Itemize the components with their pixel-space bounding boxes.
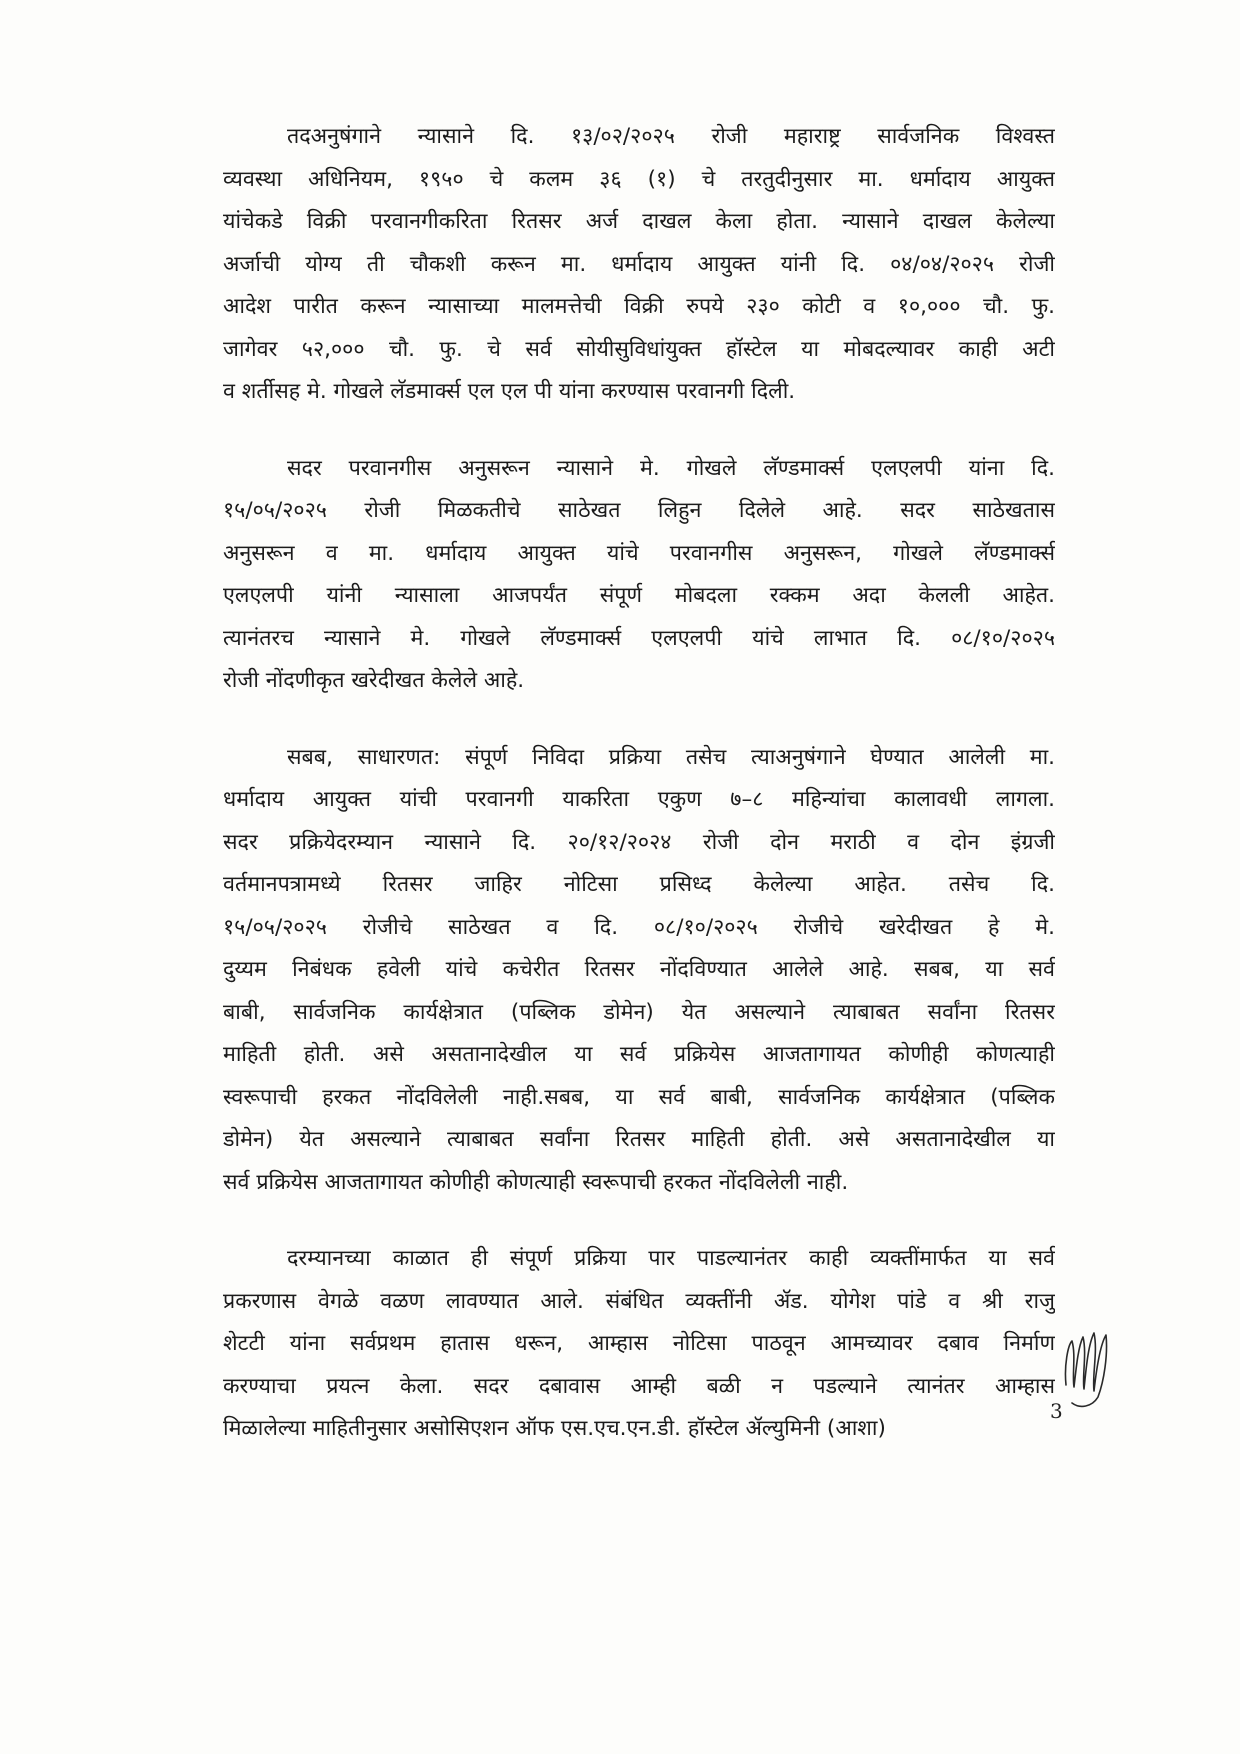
page-number: 3 xyxy=(1050,1399,1063,1423)
text-line: अर्जाची योग्य ती चौकशी करून मा. धर्मादाय आयुक्त यांनी दि. ०४/०४/२०२५ रोजी xyxy=(223,251,1055,277)
text-line: माहिती होती. असे असतानादेखील या सर्व प्रक्रियेस आजतागायत कोणीही कोणत्याही xyxy=(223,1042,1055,1067)
paragraph-1 xyxy=(223,116,1055,414)
text-line: अनुसरून व मा. धर्मादाय आयुक्त यांचे परवानगीस अनुसरून, गोखले लॅण्डमार्क्स xyxy=(223,540,1055,566)
text-line: यांचेकडे विक्री परवानगीकरिता रितसर अर्ज दाखल केला होता. न्यासाने दाखल केलेल्या xyxy=(223,209,1055,234)
text-line: व्यवस्था अधिनियम, १९५० चे कलम ३६ (१) चे तरतुदीनुसार मा. धर्मादाय आयुक्त xyxy=(223,166,1055,192)
text-line: १५/०५/२०२५ रोजी मिळकतीचे साठेखत लिहुन दिलेले आहे. सदर साठेखतास xyxy=(223,498,1055,523)
text-line: आदेश पारीत करून न्यासाच्या मालमत्तेची विक्री रुपये २३० कोटी व १०,००० चौ. फु. xyxy=(223,294,1055,319)
text-line: एलएलपी यांनी न्यासाला आजपर्यंत संपूर्ण मोबदला रक्कम अदा केलली आहेत. xyxy=(223,583,1055,608)
text-line: सबब, साधारणत: संपूर्ण निविदा प्रक्रिया तसेच त्याअनुषंगाने घेण्यात आलेली मा. xyxy=(287,744,1055,770)
body-text xyxy=(223,116,1055,1485)
text-line: स्वरूपाची हरकत नोंदविलेली नाही.सबब, या सर्व बाबी, सार्वजनिक कार्यक्षेत्रात (पब्लिक xyxy=(223,1084,1055,1110)
text-line: डोमेन) येत असल्याने त्याबाबत सर्वांना रितसर माहिती होती. असे असतानादेखील या xyxy=(223,1127,1055,1152)
text-line: रोजी नोंदणीकृत खरेदीखत केलेले आहे. xyxy=(223,668,525,693)
text-line: जागेवर ५२,००० चौ. फु. चे सर्व सोयीसुविधांयुक्त हॉस्टेल या मोबदल्यावर काही अटी xyxy=(223,336,1055,362)
handwritten-signature xyxy=(1058,1315,1118,1415)
paragraph-3 xyxy=(223,737,1055,1205)
text-line: वर्तमानपत्रामध्ये रितसर जाहिर नोटिसा प्रसिध्द केलेल्या आहेत. तसेच दि. xyxy=(223,872,1055,897)
text-line: मिळालेल्या माहितीनुसार असोसिएशन ऑफ एस.एच.एन.डी. हॉस्टेल ॲल्युमिनी (आशा) xyxy=(223,1416,886,1441)
paragraph-4 xyxy=(223,1238,1055,1451)
paragraph-2 xyxy=(223,448,1055,703)
text-line: दुय्यम निबंधक हवेली यांचे कचेरीत रितसर नोंदविण्यात आलेले आहे. सबब, या सर्व xyxy=(223,957,1055,982)
text-line: सर्व प्रक्रियेस आजतागायत कोणीही कोणत्याही स्वरूपाची हरकत नोंदविलेली नाही. xyxy=(223,1169,849,1195)
text-line: प्रकरणास वेगळे वळण लावण्यात आले. संबंधित व्यक्तींनी ॲड. योगेश पांडे व श्री राजु xyxy=(223,1288,1055,1314)
text-line: बाबी, सार्वजनिक कार्यक्षेत्रात (पब्लिक डोमेन) येत असल्याने त्याबाबत सर्वांना रितसर xyxy=(223,999,1055,1025)
text-line: शेटटी यांना सर्वप्रथम हातास धरून, आम्हास नोटिसा पाठवून आमच्यावर दबाव निर्माण xyxy=(223,1331,1055,1356)
text-line: सदर प्रक्रियेदरम्यान न्यासाने दि. २०/१२/२०२४ रोजी दोन मराठी व दोन इंग्रजी xyxy=(223,829,1055,855)
text-line: त्यानंतरच न्यासाने मे. गोखले लॅण्डमार्क्स एलएलपी यांचे लाभात दि. ०८/१०/२०२५ xyxy=(223,625,1055,651)
text-line: दरम्यानच्या काळात ही संपूर्ण प्रक्रिया पार पाडल्यानंतर काही व्यक्तींमार्फत या सर्व xyxy=(287,1246,1055,1271)
text-line: व शर्तीसह मे. गोखले लॅडमार्क्स एल एल पी यांना करण्यास परवानगी दिली. xyxy=(223,379,796,404)
text-line: धर्मादाय आयुक्त यांची परवानगी याकरिता एकुण ७–८ महिन्यांचा कालावधी लागला. xyxy=(223,787,1055,812)
text-line: तदअनुषंगाने न्यासाने दि. १३/०२/२०२५ रोजी महाराष्ट्र सार्वजनिक विश्वस्त xyxy=(287,124,1055,149)
text-line: १५/०५/२०२५ रोजीचे साठेखत व दि. ०८/१०/२०२५ रोजीचे खरेदीखत हे मे. xyxy=(223,914,1055,940)
text-line: सदर परवानगीस अनुसरून न्यासाने मे. गोखले लॅण्डमार्क्स एलएलपी यांना दि. xyxy=(287,455,1055,481)
text-line: करण्याचा प्रयत्न केला. सदर दबावास आम्ही बळी न पडल्याने त्यानंतर आम्हास xyxy=(223,1373,1055,1399)
